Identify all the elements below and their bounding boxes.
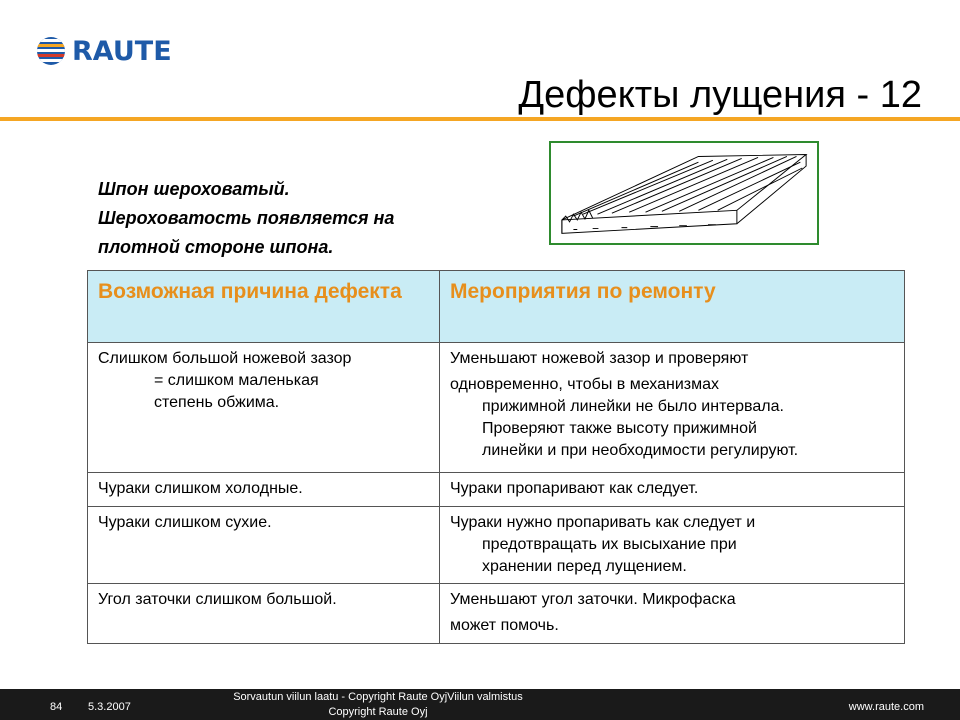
- cell-line: = слишком маленькая: [154, 372, 319, 389]
- cell-line: Проверяют также высоту прижимной: [482, 420, 757, 437]
- title-divider: [0, 117, 960, 121]
- remedy-cell: [440, 343, 905, 473]
- cell-line: может помочь.: [450, 617, 559, 634]
- remedy-cell: [440, 473, 905, 507]
- defects-table: [87, 270, 905, 644]
- table-header-row: [88, 271, 905, 343]
- footer-website-link[interactable]: www.raute.com: [848, 701, 924, 713]
- cell-line: одновременно, чтобы в механизмах: [450, 376, 719, 393]
- cell-line: прижимной линейки не было интервала.: [482, 398, 784, 415]
- cell-line: Чураки нужно пропаривать как следует и: [450, 514, 756, 531]
- footer-copyright: [198, 690, 558, 720]
- table-row: [88, 507, 905, 584]
- cell-line: линейки и при необходимости регулируют.: [482, 442, 799, 459]
- cause-cell: [88, 507, 440, 584]
- raute-striped-globe-icon: [36, 36, 66, 66]
- header-cause: Возможная причина дефекта: [88, 271, 440, 343]
- cell-line: Уменьшают угол заточки. Микрофаска: [450, 591, 736, 608]
- defect-description: [98, 175, 498, 262]
- description-line: плотной стороне шпона.: [98, 237, 334, 257]
- remedy-cell: [440, 507, 905, 584]
- raute-logo: [36, 33, 172, 69]
- cell-line: предотвращать их высыхание при: [482, 536, 737, 553]
- header-remedy: Мероприятия по ремонту: [440, 271, 905, 343]
- table-row: [88, 343, 905, 473]
- slide-footer: [0, 689, 960, 720]
- cause-cell: [88, 473, 440, 507]
- rough-veneer-sketch-icon: [551, 143, 817, 243]
- description-line: Шпон шероховатый.: [98, 179, 290, 199]
- table-row: [88, 473, 905, 507]
- veneer-figure: [549, 141, 819, 245]
- cell-line: Уменьшают ножевой зазор и проверяют: [450, 350, 749, 367]
- cell-line: Чураки слишком сухие.: [98, 514, 272, 531]
- description-line: Шероховатость появляется на: [98, 208, 395, 228]
- footer-date: 5.3.2007: [88, 701, 131, 713]
- remedy-cell: [440, 584, 905, 644]
- cell-line: Чураки пропаривают как следует.: [450, 480, 699, 497]
- cell-line: хранении перед лущением.: [482, 558, 687, 575]
- copyright-line: Copyright Raute Oyj: [328, 706, 428, 718]
- cell-line: степень обжима.: [154, 394, 280, 411]
- page-number: 84: [50, 701, 63, 713]
- cell-line: Угол заточки слишком большой.: [98, 591, 337, 608]
- cause-cell: [88, 584, 440, 644]
- cause-cell: [88, 343, 440, 473]
- slide-title: Дефекты лущения - 12: [518, 74, 922, 116]
- copyright-line: Sorvautun viilun laatu - Copyright Raute OyjViilun valmistus: [233, 691, 523, 703]
- table-row: [88, 584, 905, 644]
- cell-line: Чураки слишком холодные.: [98, 480, 303, 497]
- cell-line: Слишком большой ножевой зазор: [98, 350, 352, 367]
- logo-text: RAUTE: [72, 35, 172, 67]
